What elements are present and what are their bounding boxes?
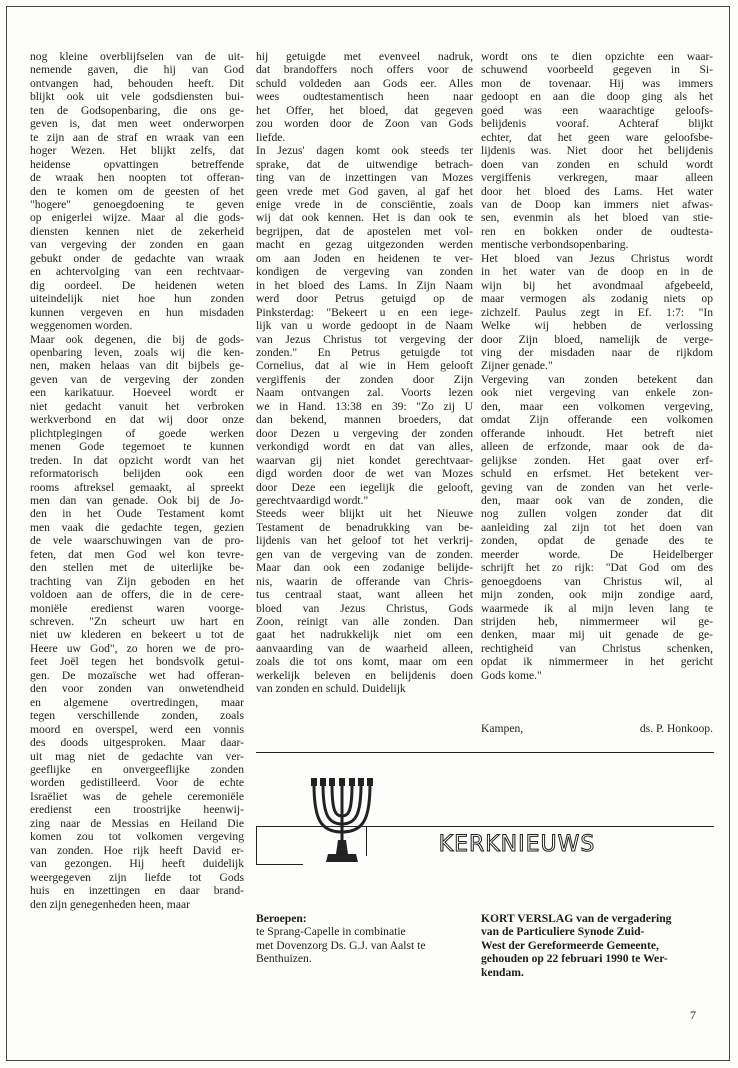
article-line: gaat het nadrukkelijk niet om een <box>256 628 473 642</box>
article-line: geven van de vergeving der zonden <box>30 372 244 386</box>
article-line: wijn bij het avondmaal afgebeeld, <box>481 278 713 292</box>
article-line: men dan van genade. Ook bij de Jo- <box>30 493 244 507</box>
article-line: hoger Wezen. Het blijkt zelfs, dat <box>30 144 244 158</box>
kort-verslag-heading <box>481 912 713 979</box>
section-divider <box>256 752 714 753</box>
article-paragraph <box>30 333 244 911</box>
beroepen-line: te Sprang-Capelle in combinatie <box>256 925 406 939</box>
article-line: Maar dan ook een zodanige belijde- <box>256 561 473 575</box>
article-line: geen vrede met God gaven, al gaf het <box>256 184 473 198</box>
article-paragraph <box>481 252 713 373</box>
article-line: feet Joël tegen het bondsvolk getui- <box>30 655 244 669</box>
article-line: aanleiding zal zijn tot het doen van <box>481 520 713 534</box>
page-number: 7 <box>690 1008 696 1022</box>
article-line: uit mag niet de gedachte van ver- <box>30 749 244 763</box>
beroepen-section <box>256 912 474 966</box>
article-line: gen. De mozaïsche wet had offeran- <box>30 668 244 682</box>
article-line: geeflijke en onvergeeflijke zonden <box>30 763 244 777</box>
article-line: offerande inhoudt. Het betreft niet <box>481 426 713 440</box>
article-line: mentische verbondsopenbaring. <box>481 238 629 252</box>
article-line: ontvangen had, behouden heeft. Dit <box>30 76 244 90</box>
article-line: lijdenis was. Niet door het belijdenis <box>481 144 713 158</box>
article-line: schuwend voorbeeld gegeven in Si- <box>481 63 713 77</box>
article-line: we in Hand. 13:38 en 39: "Zo zij U <box>256 399 473 413</box>
article-line: gebukt onder de gedachte van wraak <box>30 251 244 265</box>
article-signoff <box>481 722 713 735</box>
kerknieuws-title: KERKNIEUWS <box>438 831 596 857</box>
article-line: eredienst een troostrijke heenwij- <box>30 803 244 817</box>
article-line: de wraak hen noopten tot offeran- <box>30 171 244 185</box>
article-paragraph <box>256 50 473 144</box>
article-line: "hogere" genoegdoening te geven <box>30 197 244 211</box>
article-line: van zonden en schuld. Duidelijk <box>256 682 406 696</box>
article-line: van vergeving der zonden en gaan <box>30 238 244 252</box>
signoff-author: ds. P. Honkoop. <box>639 722 713 735</box>
article-line: verkondigd wordt en dat van alles, <box>256 440 473 454</box>
article-line: niet uw klederen en bekeert u tot de <box>30 628 244 642</box>
article-paragraph <box>481 50 713 252</box>
article-line: door Deze een iegelijk die gelooft, <box>256 480 473 494</box>
article-line: nog zullen volgen zonder dat dit <box>481 507 713 521</box>
kort-verslag-line: van de Particuliere Synode Zuid- <box>481 925 645 939</box>
article-line: zoals die tot ons komt, maar om een <box>256 655 473 669</box>
article-line: huis en inzettingen en daar brand- <box>30 884 244 898</box>
article-line: sen, evenmin als het bloed van stie- <box>481 211 713 225</box>
kort-verslag-line: gehouden op 22 februari 1990 te Wer- <box>481 952 668 966</box>
article-line: gedoopt en aan die doop ging als het <box>481 90 713 104</box>
article-line: geven is, dat men weet onderworpen <box>30 117 244 131</box>
article-line: weggenomen worden. <box>30 319 133 333</box>
article-line: uiteindelijk niet hoe hun zonden <box>30 292 244 306</box>
article-line: lijk van u worde gedoopt in de Naam <box>256 319 473 333</box>
article-line: dat brandoffers noch offers voor de <box>256 63 473 77</box>
article-line: den, maar ook van de zonden, die <box>481 493 713 507</box>
article-line: men vaak die gedachte tegen, gezien <box>30 520 244 534</box>
article-line: Vergeving van zonden betekent dan <box>481 372 713 386</box>
article-line: schuld voldeden aan Gods eer. Alles <box>256 76 473 90</box>
article-line: het Offer, het bloed, dat gegeven <box>256 103 473 117</box>
article-paragraph <box>481 373 713 682</box>
article-line: door Zijn bloed, namelijk de verge- <box>481 332 713 346</box>
article-line: van de Doop kan immers niet afwas- <box>481 197 713 211</box>
article-line: Steeds weer blijkt uit het Nieuwe <box>256 507 473 521</box>
article-line: van Jezus Christus tot vergeving der <box>256 332 473 346</box>
article-line: openbaring leven, zoals wij die ken- <box>30 345 244 359</box>
article-line: treden. In dat opzicht wordt van het <box>30 453 244 467</box>
article-line: schreven. "Zn scheurt uw hart en <box>30 615 244 629</box>
article-paragraph <box>256 507 473 695</box>
article-line: omdat Zijn offerande een volkomen <box>481 413 713 427</box>
article-line: tegen verschillende zonden, zoals <box>30 709 244 723</box>
article-line: de vele waarschuwingen van de pro- <box>30 534 244 548</box>
article-line: een karikatuur. Hoeveel wordt er <box>30 386 244 400</box>
article-line: mijn zonden, ook mijn zondige aard, <box>481 588 713 602</box>
article-line: strijden heb, nimmermeer wil ge- <box>481 615 713 629</box>
article-line: macht en gezag uitgezonden werden <box>256 238 473 252</box>
beroepen-line: met Dovenzorg Ds. G.J. van Aalst te <box>256 938 426 952</box>
article-line: des doods uitgesproken. Maar daar- <box>30 736 244 750</box>
article-line: kondigen de vergeving van zonden <box>256 265 473 279</box>
article-line: waarmede ik al mijn leven lang te <box>481 601 713 615</box>
article-line: liefde. <box>256 130 286 144</box>
article-line: in het bloed des Lams. In Zijn Naam <box>256 278 473 292</box>
article-line: doen van zonden en schuld wordt <box>481 157 713 171</box>
article-line: werkverbond en dat wij door onze <box>30 413 244 427</box>
article-line: alleen de erfzonde, maar ook de da- <box>481 440 713 454</box>
article-line: den, maar een volkomen vergeving, <box>481 399 713 413</box>
beroepen-heading: Beroepen: <box>256 912 307 925</box>
article-line: feten, dat men God wel kon tevre- <box>30 547 244 561</box>
article-line: hij getuigde met evenveel nadruk, <box>256 50 473 63</box>
article-line: nis, waarin de offerande van Chris- <box>256 574 473 588</box>
article-line: van zonden. Hoe rijk heeft David er- <box>30 843 244 857</box>
article-line: gerechtvaardigd wordt." <box>256 493 369 507</box>
article-line: echter, dat het geen ware geloofsbe- <box>481 130 713 144</box>
article-line: genoegdoens van Christus wil, al <box>481 574 713 588</box>
article-line: In Jezus' dagen komt ook steeds ter <box>256 144 473 158</box>
article-line: wordt ons te dien opzichte een waar- <box>481 50 713 63</box>
article-line: Zoon, reinigt van alle zonden. Dan <box>256 615 473 629</box>
banner-left-bracket <box>256 826 303 865</box>
article-line: nen, maken helaas van dit bijbels ge- <box>30 359 244 373</box>
article-line: Testament de benadrukking van be- <box>256 520 473 534</box>
article-line: zonden, opdat de genade des te <box>481 534 713 548</box>
article-line: in het water van de doop en in de <box>481 265 713 279</box>
article-line: Pinksterdag: "Bekeert u en een iege- <box>256 305 473 319</box>
menorah-icon <box>302 770 382 870</box>
article-line: werd door Petrus getuigd op de <box>256 292 473 306</box>
banner-divider-left <box>366 826 367 856</box>
article-line: om aan Joden en heidenen te ver- <box>256 251 473 265</box>
article-line: aanvaarding van de waarheid alleen, <box>256 641 473 655</box>
article-line: trachting van Zijn geboden en het <box>30 574 244 588</box>
kort-verslag-line: kendam. <box>481 965 524 979</box>
article-line: lijdenis van het geloof tot het verkrij- <box>256 534 473 548</box>
article-line: goed was een waarachtige geloofs- <box>481 103 713 117</box>
article-line: geving van de zonden van het verle- <box>481 480 713 494</box>
article-line: Israëliet was de gehele ceremoniële <box>30 789 244 803</box>
kort-verslag-line: KORT VERSLAG van de vergadering <box>481 912 672 925</box>
article-line: belijdenis vooraf. Achteraf blijkt <box>481 117 713 131</box>
article-line: ook niet vergeving van enkele zon- <box>481 386 713 400</box>
article-line: den zijn genegenheden heen, maar <box>30 897 190 911</box>
article-line: denken, maar mij uit genade de ge- <box>481 628 713 642</box>
article-line: te zijn aan de straf en wraak van een <box>30 130 244 144</box>
article-line: opdat ik nimmermeer in het gericht <box>481 655 713 669</box>
article-line: plichtplegingen of goede werken <box>30 426 244 440</box>
article-line: Welke wij hebben de verlossing <box>481 319 713 333</box>
article-line: dan bekend, mannen broeders, dat <box>256 413 473 427</box>
article-paragraph <box>30 50 244 333</box>
article-line: moniële eredienst waren voorge- <box>30 601 244 615</box>
article-line: Het bloed van Jezus Christus wordt <box>481 251 713 265</box>
article-line: den in het Oude Testament komt <box>30 507 244 521</box>
article-line: zichzelf. Paulus zegt in Ef. 1:7: "In <box>481 305 713 319</box>
article-line: ving der misdaden naar de rijkdom <box>481 345 713 359</box>
article-line: Gods kome." <box>481 668 542 682</box>
article-line: gen van de vergeving van de zonden. <box>256 547 473 561</box>
article-line: worden gedistilleerd. Voor de echte <box>30 776 244 790</box>
article-line: gelijkse zonden. Het gaat over erf- <box>481 453 713 467</box>
article-line: vergiffenis der zonden door Zijn <box>256 372 473 386</box>
article-line: ten de Godsopenbaring, die ons ge- <box>30 103 244 117</box>
article-line: door Dezen u vergeving der zonden <box>256 426 473 440</box>
article-line: door het bloed des Lams. Het water <box>481 184 713 198</box>
article-line: schrijft het zo rijk: "Dat God om des <box>481 561 713 575</box>
article-line: tus centraal staat, want alleen het <box>256 588 473 602</box>
article-line: digd worden door de wet van Mozes <box>256 467 473 481</box>
article-line: dig oordeel. De heidenen weten <box>30 278 244 292</box>
article-line: moord en overspel, werd een vonnis <box>30 722 244 736</box>
article-line: van gezongen. Hij heeft duidelijk <box>30 857 244 871</box>
article-line: weergegeven zijn liefde tot Gods <box>30 870 244 884</box>
article-line: ren en bokken onder de oudtesta- <box>481 224 713 238</box>
article-line: zing naar de Messias en Heiland Die <box>30 816 244 830</box>
article-line: vergiffenis verkregen, maar alleen <box>481 171 713 185</box>
kerknieuws-banner <box>256 770 714 880</box>
article-line: blijkt ook uit vele godsdiensten bui- <box>30 90 244 104</box>
article-line: werkelijk beleven en belijdenis doen <box>256 668 473 682</box>
article-line: nog kleine overblijfselen van de uit- <box>30 50 244 63</box>
article-line: wij dat ook kennen. Het is dan ook te <box>256 211 473 225</box>
article-column-2 <box>256 50 473 696</box>
article-line: zou worden door de Zoon van Gods <box>256 117 473 131</box>
article-line: bloed van Jezus Christus, Gods <box>256 601 473 615</box>
article-line: rechtigheid van Christus schenken, <box>481 641 713 655</box>
article-line: komen zou tot volkomen vergeving <box>30 830 244 844</box>
article-line: waarvan gij niet kondet gerechtvaar- <box>256 453 473 467</box>
article-line: ting van de inzettingen van Mozes <box>256 171 473 185</box>
article-line: rooms aftreksel gemaakt, al spreekt <box>30 480 244 494</box>
article-line: den voor zonden van onwetendheid <box>30 682 244 696</box>
article-paragraph <box>256 144 473 507</box>
article-line: en algemene overtredingen, maar <box>30 695 244 709</box>
article-line: nemende gaven, die hij van God <box>30 63 244 77</box>
article-line: enige vrede in de consciëntie, zoals <box>256 197 473 211</box>
article-line: sprake, dat de uitwendige betrach- <box>256 157 473 171</box>
article-line: Naam ontvangen zal. Voorts lezen <box>256 386 473 400</box>
article-line: den te komen om de geesten of het <box>30 184 244 198</box>
article-line: mon de tovenaar. Hij was immers <box>481 76 713 90</box>
beroepen-line: Benthuizen. <box>256 952 312 966</box>
article-line: diensten kennen niet de zekerheid <box>30 224 244 238</box>
article-line: Cornelius, dat al wie in Hem gelooft <box>256 359 473 373</box>
article-line: menen Gode tegemoet te kunnen <box>30 440 244 454</box>
article-line: Zijner genade." <box>481 359 553 373</box>
article-line: Heere uw God", zo horen we de pro- <box>30 641 244 655</box>
article-line: begrijpen, dat de apostelen met vol- <box>256 224 473 238</box>
article-line: kunnen vergeven en hun misdaden <box>30 305 244 319</box>
article-line: den stellen met de uiterlijke be- <box>30 561 244 575</box>
article-line: voldoen aan de offers, die in de cere- <box>30 588 244 602</box>
article-line: reformatorisch belijden ook een <box>30 467 244 481</box>
beroepen-body <box>256 925 474 965</box>
article-line: wees oudtestamentisch heen naar <box>256 90 473 104</box>
article-column-1 <box>30 50 244 911</box>
article-line: maar vermogen als zodanig niets op <box>481 292 713 306</box>
article-line: schuld en erfsmet. Het betekent ver- <box>481 467 713 481</box>
article-line: heidense opvattingen betreffende <box>30 157 244 171</box>
article-line: zonden." En Petrus getuigde tot <box>256 345 473 359</box>
article-line: meerder worde. De Heidelberger <box>481 547 713 561</box>
article-line: Maar ook degenen, die bij de gods- <box>30 332 244 346</box>
signoff-place: Kampen, <box>481 722 524 735</box>
kort-verslag-line: West der Gereformeerde Gemeente, <box>481 938 659 952</box>
article-line: en achtervolging van een rechtvaar- <box>30 265 244 279</box>
article-line: op enigerlei wijze. Maar al die gods- <box>30 211 244 225</box>
article-column-3 <box>481 50 713 750</box>
article-line: niet gedacht vanuit het verbroken <box>30 399 244 413</box>
